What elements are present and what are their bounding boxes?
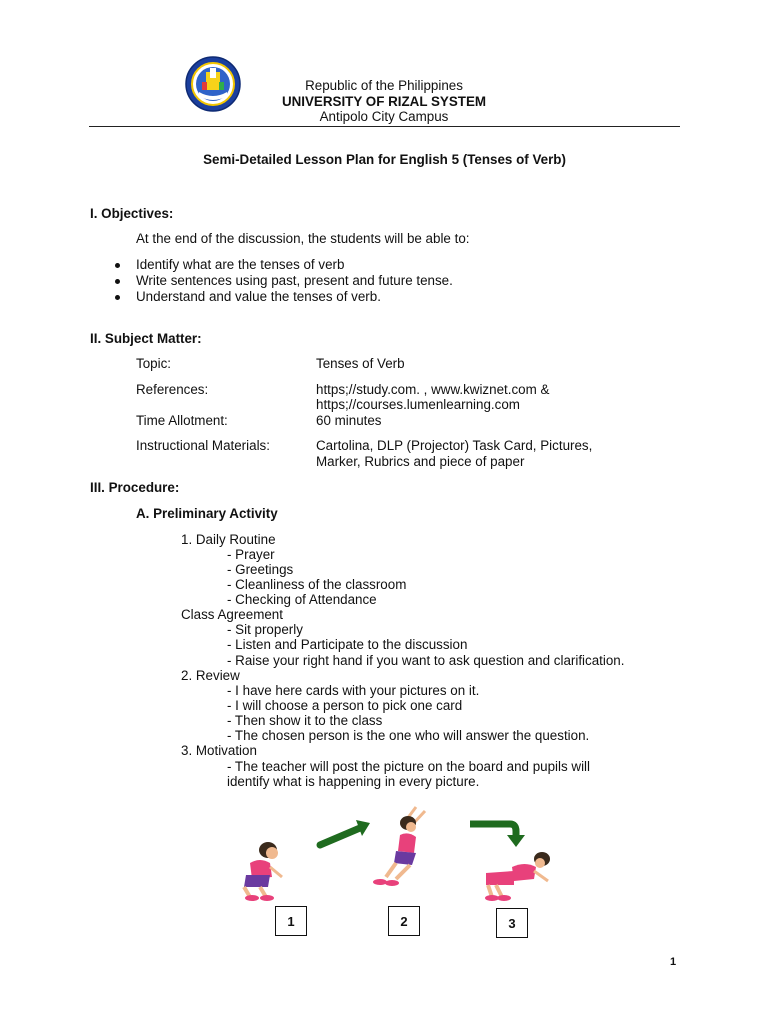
motivation-figure	[220, 805, 550, 905]
references-value-1: https;//study.com. , www.kwiznet.com &	[316, 382, 550, 397]
topic-value: Tenses of Verb	[316, 356, 405, 371]
jumping-child-illustration	[373, 807, 425, 886]
up-right-arrow-icon	[320, 820, 370, 845]
header-campus: Antipolo City Campus	[319, 109, 449, 124]
page-number: 1	[670, 956, 677, 968]
procedure-line: - I will choose a person to pick one card	[227, 698, 463, 713]
figure-label-box: 3	[496, 908, 528, 938]
procedure-line: Class Agreement	[181, 607, 283, 622]
bullet-icon	[115, 279, 120, 284]
header-divider	[89, 126, 680, 127]
bullet-icon	[115, 295, 120, 300]
page-title: Semi-Detailed Lesson Plan for English 5 (Tenses of Verb)	[203, 152, 566, 167]
procedure-line: - Greetings	[227, 562, 294, 577]
header-university: UNIVERSITY OF RIZAL SYSTEM	[281, 94, 487, 109]
procedure-line: 1. Daily Routine	[181, 532, 276, 547]
procedure-line: - Checking of Attendance	[227, 592, 377, 607]
references-label: References:	[136, 382, 209, 397]
university-logo	[185, 56, 241, 112]
procedure-line: 3. Motivation	[181, 743, 257, 758]
bullet-icon	[115, 263, 120, 268]
materials-label: Instructional Materials:	[136, 438, 270, 453]
objective-item: Write sentences using past, present and future tense.	[136, 273, 453, 288]
procedure-line: identify what is happening in every picture.	[227, 774, 480, 789]
figure-label-box: 1	[275, 906, 307, 936]
procedure-line: - Listen and Participate to the discussion	[227, 637, 468, 652]
objective-item: Understand and value the tenses of verb.	[136, 289, 381, 304]
procedure-line: 2. Review	[181, 668, 240, 683]
materials-value-1: Cartolina, DLP (Projector) Task Card, Pictures,	[316, 438, 593, 453]
procedure-line: - The teacher will post the picture on the board and pupils will	[227, 759, 590, 774]
procedure-line: - I have here cards with your pictures on it.	[227, 683, 480, 698]
down-curve-arrow-icon	[470, 824, 525, 847]
procedure-line: - Raise your right hand if you want to ask question and clarification.	[227, 653, 625, 668]
procedure-heading: III. Procedure:	[90, 480, 180, 495]
procedure-line: - Then show it to the class	[227, 713, 383, 728]
objective-item: Identify what are the tenses of verb	[136, 257, 345, 272]
objectives-intro: At the end of the discussion, the students will be able to:	[136, 231, 470, 246]
objectives-heading: I. Objectives:	[90, 206, 174, 221]
subject-matter-heading: II. Subject Matter:	[90, 331, 202, 346]
time-allotment-label: Time Allotment:	[136, 413, 228, 428]
materials-value-2: Marker, Rubrics and piece of paper	[316, 454, 525, 469]
topic-label: Topic:	[136, 356, 171, 371]
procedure-line: - Cleanliness of the classroom	[227, 577, 407, 592]
procedure-line: - Sit properly	[227, 622, 303, 637]
procedure-line: - Prayer	[227, 547, 275, 562]
landing-child-illustration	[485, 852, 550, 901]
procedure-line: - The chosen person is the one who will answer the question.	[227, 728, 590, 743]
university-seal-icon	[185, 56, 241, 112]
header-republic: Republic of the Philippines	[305, 78, 463, 93]
time-allotment-value: 60 minutes	[316, 413, 382, 428]
figure-label-box: 2	[388, 906, 420, 936]
crouching-child-illustration	[244, 842, 282, 901]
preliminary-activity-heading: A. Preliminary Activity	[136, 506, 278, 521]
references-value-2: https;//courses.lumenlearning.com	[316, 397, 520, 412]
